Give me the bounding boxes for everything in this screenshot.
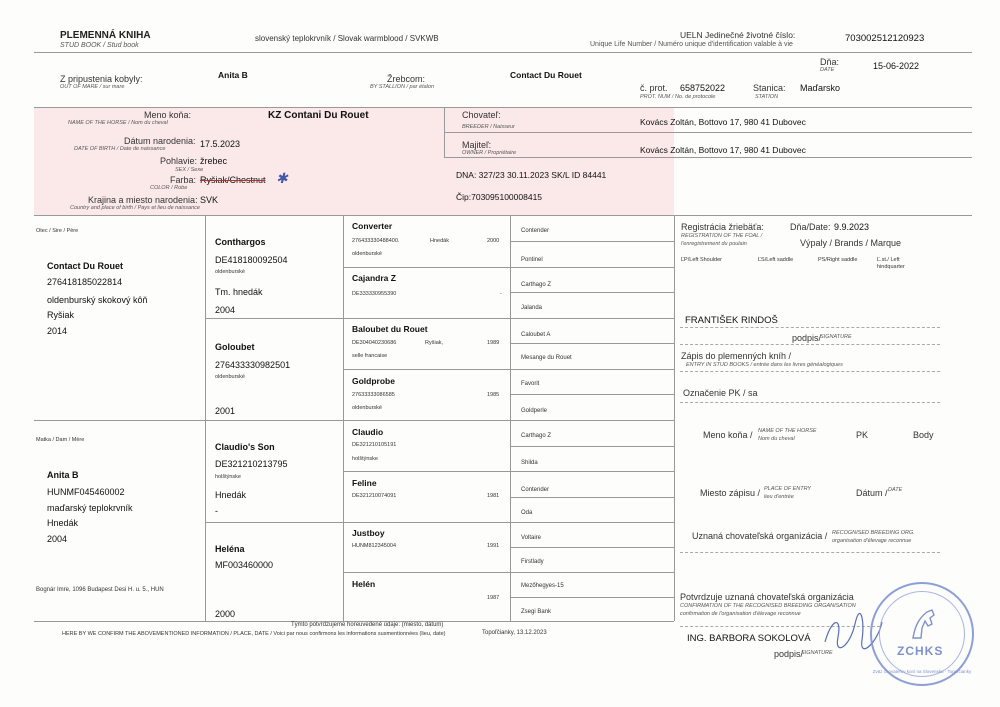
gp-helena-name: Heléna — [215, 544, 245, 554]
ggp-converter-id: 276433330488400. — [352, 238, 400, 244]
gggp-item: Voltaire — [521, 535, 542, 541]
date-label: Dňa: — [820, 57, 840, 67]
gp-goloubet-id: 276433330982501 — [215, 360, 291, 370]
gp-conthargos-id: DE418180092504 — [215, 255, 288, 265]
dna-info: DNA: 327/23 30.11.2023 SK/L ID 84441 — [456, 170, 607, 180]
ggp-feline-year: 1981 — [487, 493, 500, 499]
official-stamp — [870, 582, 974, 686]
ggp-converter-name: Converter — [352, 221, 393, 231]
ggp-justboy-year: 1991 — [487, 543, 500, 549]
ueln-label: UELN Jedinečné životné číslo: — [680, 30, 796, 40]
horse-head-icon — [905, 606, 941, 642]
station-label: Stanica: — [753, 83, 786, 93]
ggp-helen-year: 1987 — [487, 595, 500, 601]
dam-header: Matka / Dam / Mère — [36, 437, 85, 443]
gggp-item: Contender — [521, 228, 550, 234]
ggp-cajandra-id: DE333330955390 — [352, 291, 397, 297]
pk-label: Označenie PK / sa — [683, 388, 758, 398]
date-value: 15-06-2022 — [873, 61, 920, 71]
gggp-item: Zsegi Bank — [521, 609, 552, 615]
ggp-helen-name: Helén — [352, 579, 376, 589]
gggp-item: Mezőhegyes-15 — [521, 583, 564, 589]
podpis-subtitle-2: SIGNATURE — [801, 650, 833, 656]
footer-confirm-line: Týmto potvrdzujeme horeuvedené údaje: (miesto, dátum) — [291, 622, 444, 628]
ggp-feline-id: DE321210074091 — [352, 493, 397, 499]
footer-place-date: Topoľčianky, 13.12.2023 — [482, 630, 547, 636]
breed-name: slovenský teplokrvník / Slovak warmblood / SVKWB — [255, 34, 439, 43]
podpis-subtitle-1: SIGNATURE — [820, 334, 852, 340]
gp-conthargos-year: 2004 — [215, 305, 236, 315]
confirmation-subtitle-1: CONFIRMATION OF THE RECOGNISED BREEDING ORGANISATION — [680, 603, 856, 609]
mare-label: Z pripustenia kobyly: — [60, 74, 143, 84]
protocol-subtitle: PROT. NUM / No. de protocole — [640, 94, 716, 100]
protocol-label: č. prot. — [640, 83, 668, 93]
gp-conthargos-name: Conthargos — [215, 237, 266, 247]
sex-subtitle: SEX / Sexe — [175, 167, 204, 173]
country-label: Krajina a miesto narodenia: — [88, 195, 198, 205]
stallion-value: Contact Du Rouet — [510, 70, 582, 80]
pk-column: PK — [856, 430, 869, 440]
dam-color: Hnedák — [47, 518, 79, 528]
ueln-value: 703002512120923 — [845, 33, 925, 44]
brands-label: Výpaly / Brands / Marque — [800, 238, 902, 248]
gp-claudios-color2: - — [215, 506, 218, 516]
birth-date-subtitle: DATE OF BIRTH / Date de naissance — [74, 146, 166, 152]
podpis-label-2: podpis/ — [774, 649, 804, 659]
ggp-goldprobe-id: 27633333086585 — [352, 392, 395, 398]
owner-value: Kovács Zoltán, Bottovo 17, 980 41 Dubovec — [640, 145, 806, 155]
dam-breeder-note: Bognár Imre, 1096 Budapest Desi H. u. 5., HUN — [36, 587, 164, 593]
date-subtitle: DATE — [820, 67, 835, 73]
entry-date-subtitle: DATE — [888, 487, 903, 493]
gggp-item: Contender — [521, 487, 550, 493]
gggp-item: Favorit — [521, 381, 540, 387]
ggp-feline-name: Feline — [352, 478, 377, 488]
registration-subtitle-1: REGISTRATION OF THE FOAL / — [681, 233, 763, 239]
birth-date-value: 17.5.2023 — [200, 139, 241, 149]
ggp-justboy-id: HUNM812345004 — [352, 543, 397, 549]
horse-name-value: KZ Contani Du Rouet — [268, 110, 369, 121]
ggp-cajandra-dash: - — [500, 291, 502, 297]
stud-book-subtitle: STUD BOOK / Stud book — [60, 42, 139, 49]
sire-breed: oldenburský skokový kôň — [47, 295, 148, 305]
sex-value: žrebec — [200, 156, 228, 166]
gp-claudios-name: Claudio's Son — [215, 442, 275, 452]
horse-name-subtitle: NAME OF THE HORSE / Nom du cheval — [68, 120, 168, 126]
signer-sokolova: ING. BARBORA SOKOLOVÁ — [687, 633, 811, 644]
gp-conthargos-color: Tm. hnedák — [215, 287, 263, 297]
stamp-text: ZCHKS — [897, 644, 944, 658]
gggp-item: Carthago Z — [521, 433, 552, 439]
gp-helena-year: 2000 — [215, 609, 236, 619]
asterisk-mark-icon: ✱ — [276, 170, 288, 186]
sire-year: 2014 — [47, 326, 68, 336]
brand-left-shoulder: ĽP/Left Shoulder — [681, 257, 722, 263]
owner-subtitle: OWNER / Propriétaire — [462, 150, 517, 156]
sire-name: Contact Du Rouet — [47, 261, 123, 271]
ggp-claudio-name: Claudio — [352, 427, 384, 437]
gggp-item: Firstlady — [521, 559, 544, 565]
footer-confirm-translation: HERE BY WE CONFIRM THE ABOVEMENTIONED INFORMATION / PLACE, DATE / Voici par nous confirmons les informations susmentionnées (lieu, date) — [62, 631, 446, 637]
stud-book-entry-label: Zápis do plemenných kníh / — [681, 351, 792, 361]
stamp-ring-text: Zväz chovateľov koní na Slovensku · Topoľčianky — [872, 669, 972, 674]
chip-number: Čip:703095100008415 — [456, 192, 543, 202]
ggp-cajandra-name: Cajandra Z — [352, 273, 396, 283]
stud-book-entry-subtitle: ENTRY IN STUD BOOKS / entrée dans les livres généalogiques — [686, 362, 843, 368]
right-horse-name-label: Meno koňa / — [703, 430, 753, 440]
color-label: Farba: — [170, 175, 197, 185]
sire-header: Otec / Sire / Père — [36, 228, 79, 234]
registration-subtitle-2: l'enregistrement du poulain — [681, 241, 747, 247]
dam-year: 2004 — [47, 534, 68, 544]
ggp-claudio-id: DE321210105191 — [352, 442, 397, 448]
gp-claudios-color: Hnedák — [215, 490, 247, 500]
gggp-item: Carthago Z — [521, 282, 552, 288]
protocol-value: 658752022 — [680, 83, 726, 93]
birth-date-label: Dátum narodenia: — [124, 136, 196, 146]
registration-date-value: 9.9.2023 — [834, 222, 870, 232]
horse-name-label: Meno koňa: — [144, 110, 192, 120]
place-of-entry-subtitle-2: lieu d'entrée — [764, 494, 794, 500]
gp-claudios-breed: holštýnske — [215, 474, 241, 480]
dam-id: HUNMF045460002 — [47, 487, 125, 497]
confirmation-label: Potvrdzuje uznaná chovateľská organizácia — [680, 592, 854, 602]
ggp-goldprobe-breed: oldenburské — [352, 405, 382, 411]
ggp-baloubet-breed: selle francaise — [352, 353, 388, 359]
ggp-converter-color: Hnedák — [430, 238, 449, 244]
gp-goloubet-year: 2001 — [215, 406, 236, 416]
ggp-baloubet-color: Ryšiak, — [425, 340, 444, 346]
color-value: Ryšiak/Chestnut — [200, 175, 266, 185]
place-of-entry-label: Miesto zápisu / — [700, 488, 761, 498]
gggp-item: Mesange du Rouet — [521, 355, 572, 361]
ggp-justboy-name: Justboy — [352, 528, 385, 538]
registration-date-label: Dňa/Date: — [790, 222, 831, 232]
gp-helena-id: MF003460000 — [215, 560, 274, 570]
brand-left-saddle: ĽS/Left saddle — [758, 257, 794, 263]
sex-label: Pohlavie: — [160, 156, 198, 166]
ggp-claudio-breed: holštýnske — [352, 456, 378, 462]
gggp-item: Caloubet A — [521, 332, 551, 338]
breeder-label: Chovateľ: — [462, 110, 501, 120]
podpis-label-1: podpis/ — [792, 333, 822, 343]
breeding-org-label: Uznaná chovateľská organizácia / — [692, 531, 828, 541]
gp-claudios-id: DE321210213795 — [215, 459, 288, 469]
brand-left-hindquarter: Ľ.st./ Left hindquarter — [877, 257, 905, 270]
stallion-label: Žrebcom: — [387, 74, 426, 84]
gggp-item: Jalanda — [521, 305, 543, 311]
body-column: Body — [913, 430, 934, 440]
header-divider — [34, 52, 972, 53]
ueln-subtitle: Unique Life Number / Numéro unique d'identification valable à vie — [590, 41, 793, 48]
gggp-item: Oda — [521, 510, 533, 516]
breeder-subtitle: BREEDER / Naisseur — [462, 124, 515, 130]
sire-color: Ryšiak — [47, 310, 75, 320]
color-subtitle: COLOR / Robe — [150, 185, 188, 191]
gggp-item: Shilda — [521, 460, 538, 466]
signer-rindos: FRANTIŠEK RINDOŠ — [685, 315, 778, 326]
ggp-baloubet-id: DE304040230686 — [352, 340, 397, 346]
gggp-item: Pontinel — [521, 257, 543, 263]
dam-breed: maďarský teplokrvník — [47, 503, 133, 513]
gp-goloubet-breed: oldenburské — [215, 374, 245, 380]
owner-label: Majiteľ: — [462, 140, 492, 150]
stallion-subtitle: BY STALLION / par étalon — [370, 84, 434, 90]
dam-name: Anita B — [47, 470, 79, 480]
gp-conthargos-breed: oldenburské — [215, 269, 245, 275]
gp-goloubet-name: Goloubet — [215, 342, 255, 352]
sire-id: 276418185022814 — [47, 277, 123, 287]
right-horse-name-subtitle-1: NAME OF THE HORSE — [758, 428, 817, 434]
country-subtitle: Country and place of birth / Pays et lieu de naissance — [70, 205, 200, 211]
ggp-converter-breed: oldenburské — [352, 251, 382, 257]
breeding-org-subtitle-2: organisation d'élevage reconnue — [832, 538, 912, 544]
ggp-baloubet-name: Baloubet du Rouet — [352, 324, 428, 334]
right-horse-name-subtitle-2: Nom du cheval — [758, 436, 795, 442]
entry-date-label: Dátum / — [856, 488, 888, 498]
breeding-org-subtitle-1: RECOGNISED BREEDING ORG. — [832, 530, 915, 536]
station-value: Maďarsko — [800, 83, 841, 93]
station-subtitle: STATION — [755, 94, 779, 100]
brand-right-saddle: PS/Right saddle — [818, 257, 858, 263]
ggp-goldprobe-year: 1985 — [487, 392, 500, 398]
ggp-goldprobe-name: Goldprobe — [352, 376, 395, 386]
mare-value: Anita B — [218, 70, 248, 80]
ggp-converter-year: 2000 — [487, 238, 500, 244]
foal-registration-label: Registrácia žriebäťa: — [681, 222, 764, 232]
breeder-value: Kovács Zoltán, Bottovo 17, 980 41 Dubovec — [640, 117, 806, 127]
country-value: SVK — [200, 195, 219, 205]
mare-subtitle: OUT OF MARE / sur mare — [60, 84, 125, 90]
place-of-entry-subtitle-1: PLACE OF ENTRY — [764, 486, 812, 492]
stud-book-title: PLEMENNÁ KNIHA — [60, 30, 151, 41]
gggp-item: Goldperle — [521, 408, 548, 414]
ggp-baloubet-year: 1989 — [487, 340, 500, 346]
confirmation-subtitle-2: confirmation de l'organisation d'élevage reconnue — [680, 611, 801, 617]
